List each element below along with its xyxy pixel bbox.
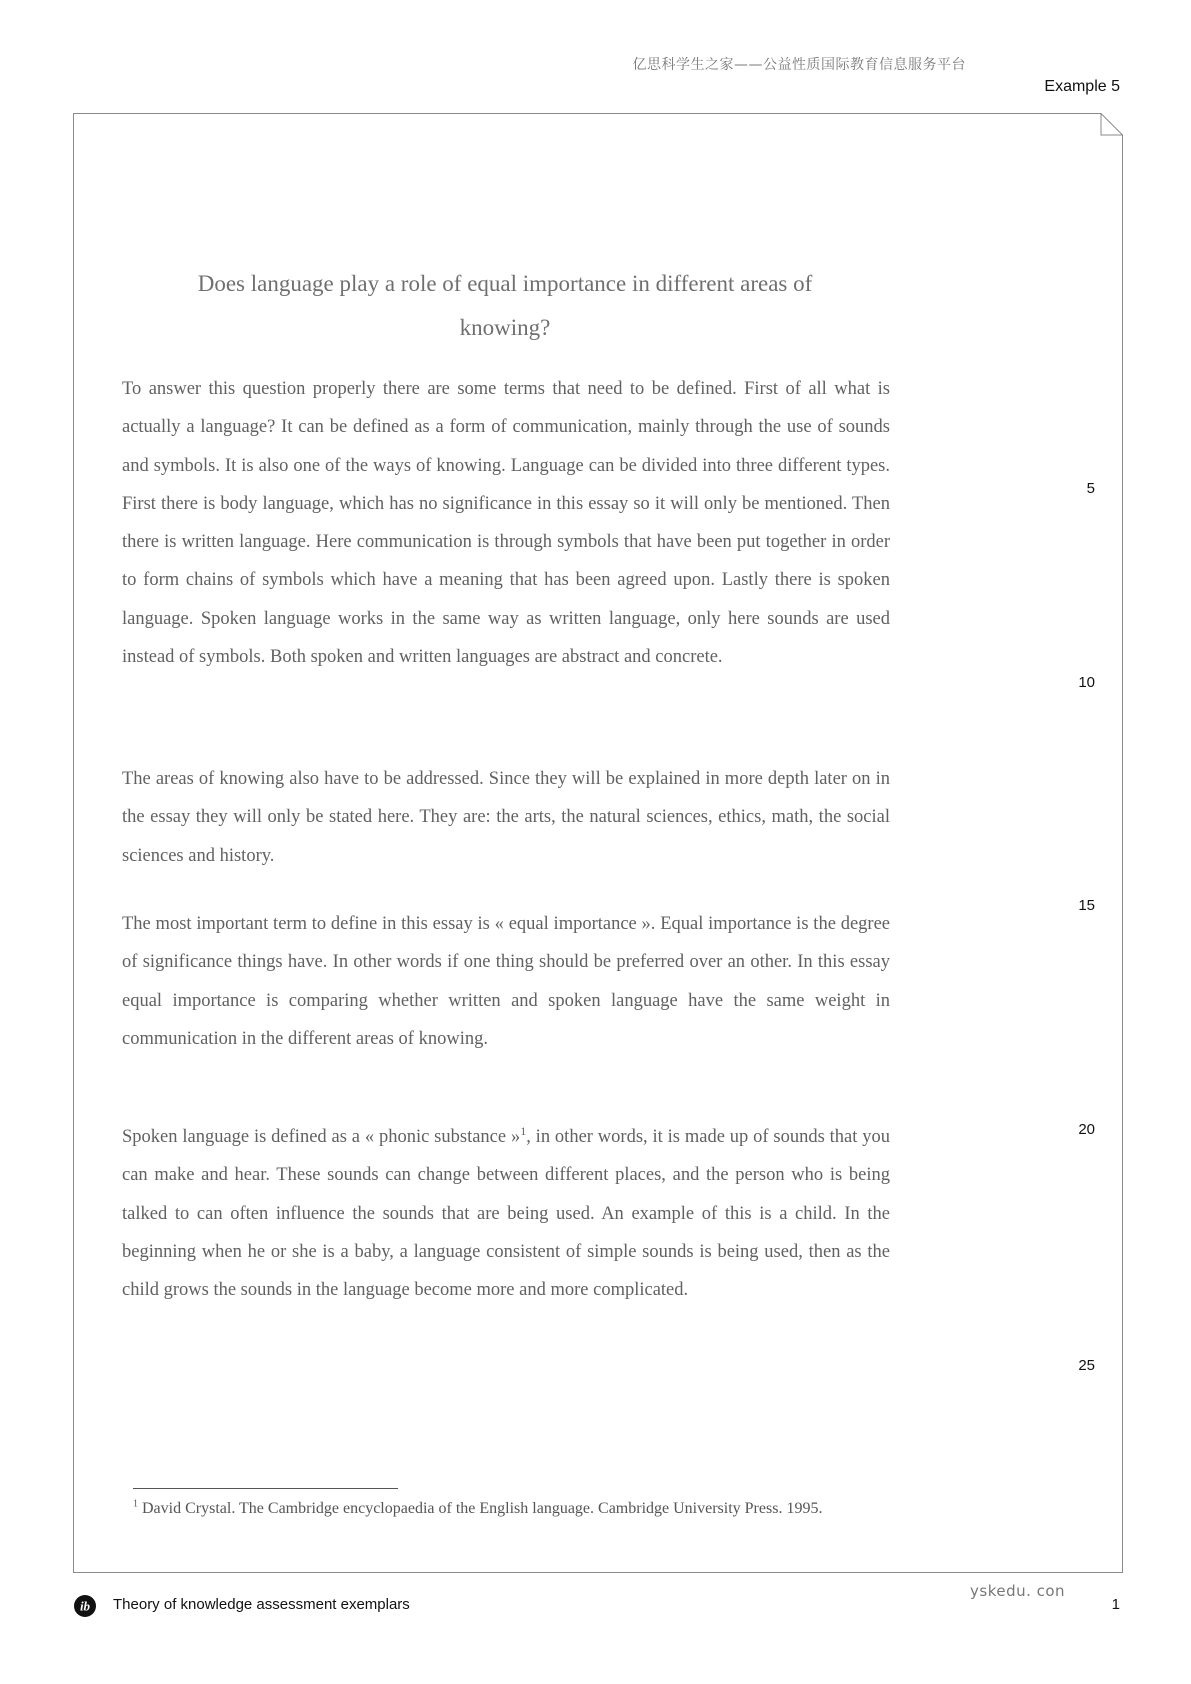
line-number-25: 25: [1078, 1357, 1095, 1374]
line-number-5: 5: [1086, 480, 1095, 497]
example-label: Example 5: [1044, 78, 1120, 95]
line-number-15: 15: [1078, 897, 1095, 914]
footnote: [133, 1497, 893, 1520]
svg-text:ib: ib: [79, 1598, 91, 1614]
essay-paragraph-4: [122, 1118, 890, 1309]
line-number-20: 20: [1078, 1121, 1095, 1138]
essay-paragraph-3: The most important term to define in this essay is « equal importance ». Equal importance is the degree of significance things have. In other words if one thing should be preferred over an other. In this essay equal importance is comparing whether written and spoken language have the same weight in communication in the different areas of knowing.: [122, 914, 890, 1049]
essay-paragraph-2: The areas of knowing also have to be addressed. Since they will be explained in more depth later on in the essay they will only be stated here. They are: the arts, the natural sciences, ethics, math, the social sciences and history.: [122, 769, 890, 866]
footnote-rule: [133, 1488, 398, 1489]
footnote-reference: 1: [520, 1123, 527, 1138]
paragraph-4-text-start: Spoken language is defined as a « phonic substance »: [122, 1127, 521, 1147]
watermark: 亿思科学生之家——公益性质国际教育信息服务平台: [632, 57, 966, 73]
ib-logo-icon: [73, 1594, 97, 1618]
essay-paragraph-1: To answer this question properly there are some terms that need to be defined. First of all what is actually a language? It can be defined as a form of communication, mainly through the use of sounds and symbols. It is also one of the ways of knowing. Language can be divided into three different types. First there is body language, which has no significance in this essay so it will only be mentioned. Then there is written language. Here communication is through symbols that have been put together in order to form chains of symbols which have a meaning that has been agreed upon. Lastly there is spoken language. Spoken language works in the same way as written language, only here sounds are used instead of symbols. Both spoken and written languages are abstract and concrete.: [122, 379, 890, 668]
line-number-10: 10: [1078, 674, 1095, 691]
paragraph-4-text-end: , in other words, it is made up of sounds that you can make and hear. These sounds can change between different places, and the person who is being talked to can often influence the sounds that are being used. An example of this is a child. In the beginning when he or she is a baby, a language consistent of simple sounds is being used, then as the child grows the sounds in the language become more and more complicated.: [122, 1127, 890, 1301]
footnote-text: David Crystal. The Cambridge encyclopaedia of the English language. Cambridge University Press. 1995.: [138, 1500, 823, 1517]
site-watermark: yskedu. con: [970, 1582, 1066, 1600]
page-number: 1: [1111, 1596, 1120, 1613]
footer-publication-title: Theory of knowledge assessment exemplars: [113, 1596, 410, 1613]
essay-title: Does language play a role of equal importance in different areas of knowing?: [197, 271, 813, 340]
footnote-marker: 1: [133, 1498, 138, 1510]
